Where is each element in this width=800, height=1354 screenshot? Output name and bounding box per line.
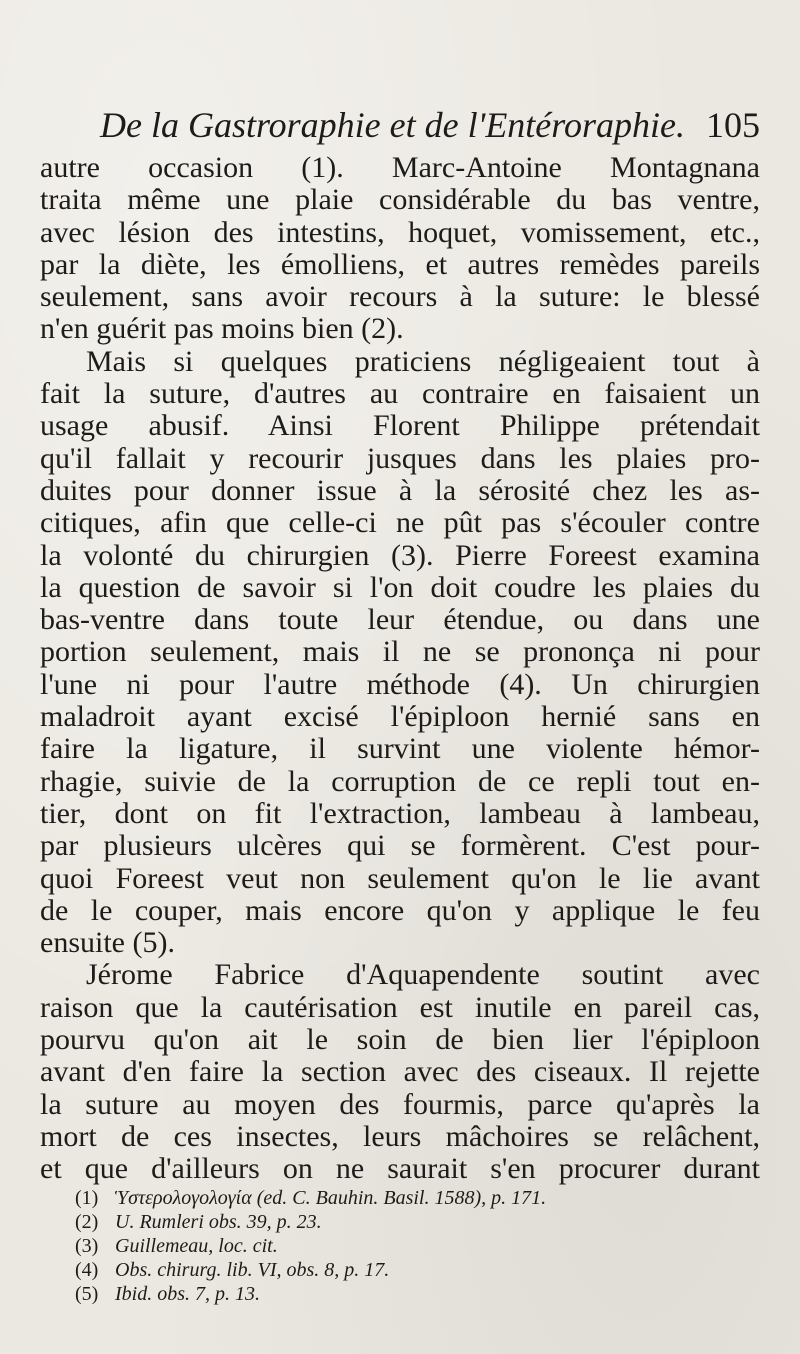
footnotes	[75, 1186, 715, 1306]
text-line: duites pour donner issue à la sérosité chez les as-	[40, 473, 760, 507]
footnote	[75, 1234, 715, 1258]
text-line: rhagie, suivie de la corruption de ce repli tout en-	[40, 764, 760, 798]
footnote-text: Ibid. obs. 7, p. 13.	[115, 1283, 260, 1305]
running-head-title: De la Gastroraphie et de l'Entéroraphie.	[100, 105, 685, 145]
footnote-text: Ὑστερολογολογία (ed. C. Bauhin. Basil. 1588), p. 171.	[115, 1187, 547, 1209]
text-line: faire la ligature, il survint une violente hémor-	[40, 732, 760, 766]
footnote	[75, 1186, 715, 1210]
footnote-text: Obs. chirurg. lib. VI, obs. 8, p. 17.	[115, 1259, 390, 1281]
footnote-number: (4)	[75, 1259, 99, 1281]
page-number: 105	[706, 105, 760, 145]
text-line: de le couper, mais encore qu'on y applique le feu	[40, 893, 760, 927]
footnote-text: U. Rumleri obs. 39, p. 23.	[115, 1211, 322, 1233]
footnote-number: (5)	[75, 1283, 99, 1305]
text-line: portion seulement, mais il ne se prononça ni pour	[40, 635, 760, 669]
text-line: mort de ces insectes, leurs mâchoires se relâchent,	[40, 1119, 760, 1153]
text-line: fait la suture, d'autres au contraire en faisaient un	[40, 377, 760, 411]
text-line: la volonté du chirurgien (3). Pierre Foreest examina	[40, 538, 760, 572]
text-line: bas-ventre dans toute leur étendue, ou dans une	[40, 603, 760, 637]
text-line: avant d'en faire la section avec des ciseaux. Il rejette	[40, 1055, 760, 1089]
text-line: qu'il fallait y recourir jusques dans les plaies pro-	[40, 441, 760, 475]
text-line: n'en guérit pas moins bien (2).	[40, 312, 404, 346]
text-line: raison que la cautérisation est inutile en pareil cas,	[40, 990, 760, 1024]
text-line: autre occasion (1). Marc-Antoine Montagnana	[40, 151, 760, 184]
footnote	[75, 1282, 715, 1306]
text-line: maladroit ayant excisé l'épiploon hernié sans en	[40, 700, 760, 734]
text-line: l'une ni pour l'autre méthode (4). Un chirurgien	[40, 667, 760, 701]
text-line: la suture au moyen des fourmis, parce qu'après la	[40, 1087, 760, 1121]
footnote-number: (2)	[75, 1211, 99, 1233]
text-line: pourvu qu'on ait le soin de bien lier l'épiploon	[40, 1023, 760, 1057]
running-head	[100, 100, 760, 150]
text-line: Mais si quelques praticiens négligeaient tout à	[86, 344, 760, 378]
text-line: la question de savoir si l'on doit coudre les plaies du	[40, 570, 760, 604]
text-line: tier, dont on fit l'extraction, lambeau à lambeau,	[40, 796, 760, 830]
text-line: par plusieurs ulcères qui se formèrent. C'est pour-	[40, 829, 760, 863]
text-line: et que d'ailleurs on ne saurait s'en procurer durant	[40, 1152, 760, 1186]
footnote-number: (3)	[75, 1235, 99, 1257]
text-line: quoi Foreest veut non seulement qu'on le lie avant	[40, 861, 760, 895]
text-line: ensuite (5).	[40, 926, 175, 960]
text-line: citiques, afin que celle-ci ne pût pas s'écouler contre	[40, 506, 760, 540]
text-line: seulement, sans avoir recours à la suture: le blessé	[40, 280, 760, 314]
footnote	[75, 1258, 715, 1282]
text-line: traita même une plaie considérable du bas ventre,	[40, 183, 760, 217]
body-text	[40, 152, 760, 1186]
footnote-text: Guillemeau, loc. cit.	[115, 1235, 278, 1257]
text-line: usage abusif. Ainsi Florent Philippe prétendait	[40, 409, 760, 443]
footnote	[75, 1210, 715, 1234]
text-line: avec lésion des intestins, hoquet, vomissement, etc.,	[40, 215, 760, 249]
text-line: Jérome Fabrice d'Aquapendente soutint avec	[86, 958, 760, 992]
footnote-number: (1)	[75, 1187, 99, 1209]
text-line: par la diète, les émolliens, et autres remèdes pareils	[40, 247, 760, 281]
